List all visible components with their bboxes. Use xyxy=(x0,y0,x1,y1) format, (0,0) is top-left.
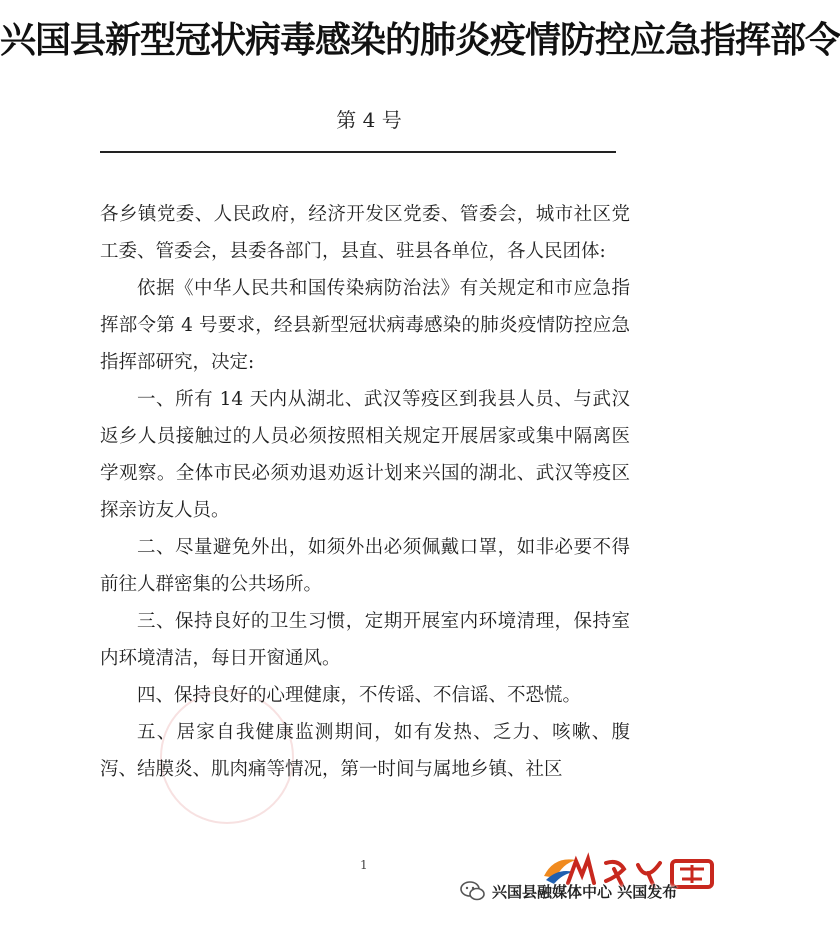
paragraph-item-4: 四、保持良好的心理健康，不传谣、不信谣、不恐慌。 xyxy=(137,685,582,706)
header-divider xyxy=(100,151,616,153)
paragraph-basis: 依据《中华人民共和国传染病防治法》有关规定和市应急指挥部令第 4 号要求，经县新型冠状病毒感染的肺炎疫情防控应急指挥部研究，决定: xyxy=(100,278,630,373)
document-title: 兴国县新型冠状病毒感染的肺炎疫情防控应急指挥部令 xyxy=(0,19,840,61)
recipients: 各乡镇党委、人民政府，经济开发区党委、管委会，城市社区党工委、管委会，县委各部门，县直、驻县各单位，各人民团体: xyxy=(100,204,630,262)
wechat-icon xyxy=(460,880,486,902)
paragraph-item-5: 五、居家自我健康监测期间，如有发热、乏力、咳嗽、腹泻、结膜炎、肌肉痛等情况，第一时间与属地乡镇、社区 xyxy=(100,722,630,780)
paragraph-item-3: 三、保持良好的卫生习惯，定期开展室内环境清理，保持室内环境清洁，每日开窗通风。 xyxy=(100,611,630,669)
paragraph-item-2: 二、尽量避免外出，如须外出必须佩戴口罩，如非必要不得前往人群密集的公共场所。 xyxy=(100,537,630,595)
page-number: 1 xyxy=(360,858,368,872)
source-label: 兴国县融媒体中心 兴国发布 xyxy=(492,882,678,901)
document-number: 第 4 号 xyxy=(336,108,402,132)
source-footer xyxy=(460,876,677,906)
document-body xyxy=(100,196,630,788)
paragraph-item-1: 一、所有 14 天内从湖北、武汉等疫区到我县人员、与武汉返乡人员接触过的人员必须按照相关规定开展居家或集中隔离医学观察。全体市民必须劝退劝返计划来兴国的湖北、武汉等疫区探亲访友人员。 xyxy=(100,389,630,521)
